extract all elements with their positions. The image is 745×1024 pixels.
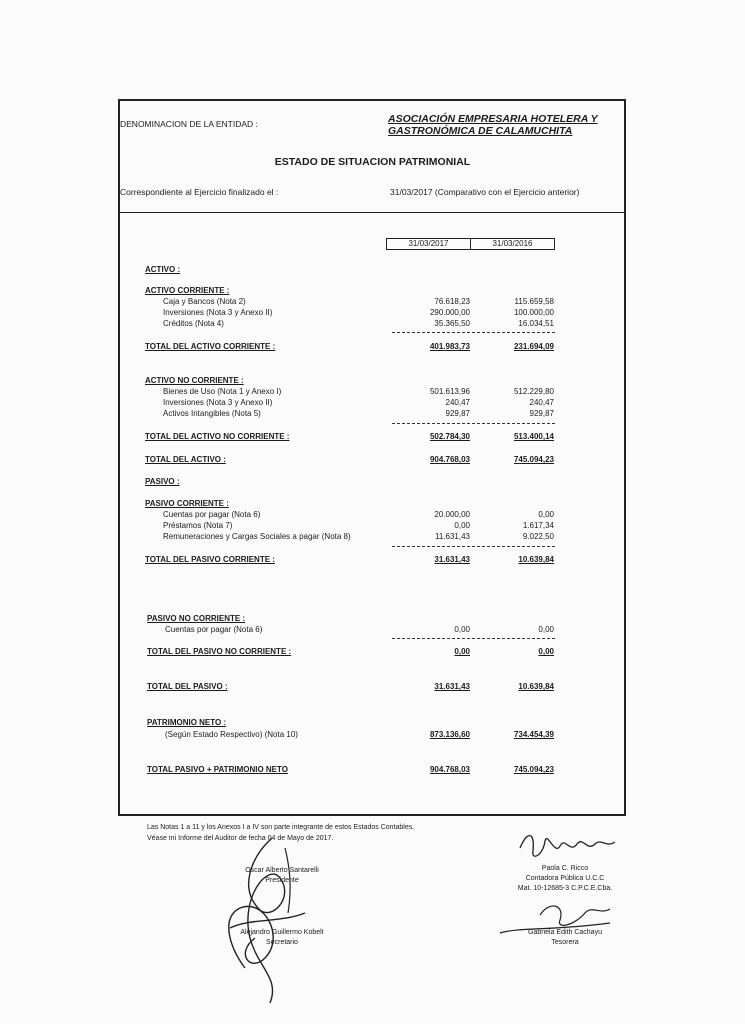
total-activo-corriente-2016: 231.694,09 — [513, 342, 554, 351]
pasivo-corriente-heading: PASIVO CORRIENTE : — [145, 499, 229, 508]
patrimonio-2016: 734.454,39 — [513, 730, 554, 739]
patrimonio-2017: 873.136,60 — [429, 730, 470, 739]
column-header-2017: 31/03/2017 — [387, 239, 471, 249]
entity-label: DENOMINACION DE LA ENTIDAD : — [120, 119, 258, 129]
pasivo-heading: PASIVO : — [145, 477, 180, 486]
row-value-2016: 1.617,34 — [522, 521, 554, 530]
total-pasivo-label: TOTAL DEL PASIVO : — [147, 682, 228, 691]
row-value-2017: 35.365,50 — [434, 319, 470, 328]
grand-total-2016: 745.094,23 — [513, 765, 554, 774]
entity-name — [388, 113, 618, 137]
row-label: Caja y Bancos (Nota 2) — [163, 297, 246, 306]
row-value-2016: 512.229,80 — [513, 387, 554, 396]
pasivo-no-corriente-heading: PASIVO NO CORRIENTE : — [147, 614, 246, 623]
row-value-2017: 76.618,23 — [434, 297, 470, 306]
row-value-2017: 11.631,43 — [435, 532, 470, 541]
contadora-matricula: Mat. 10-12685-3 C.P.C.E.Cba. — [517, 885, 613, 892]
subtotal-rule — [392, 546, 555, 547]
signature-tesorera-icon — [490, 895, 625, 945]
row-label: Inversiones (Nota 3 y Anexo II) — [163, 308, 273, 317]
subtotal-rule — [392, 638, 555, 639]
subtotal-rule — [392, 332, 555, 333]
column-header-2016: 31/03/2016 — [492, 239, 533, 248]
column-header-box — [386, 238, 555, 250]
signature-left-icon — [210, 828, 320, 1018]
row-label: Cuentas por pagar (Nota 6) — [163, 510, 261, 519]
total-pasivo-corriente-2017: 31.631,43 — [434, 555, 470, 564]
row-value-2016: 0,00 — [538, 510, 554, 519]
row-label: Créditos (Nota 4) — [163, 319, 224, 328]
entity-name-line2: GASTRONÓMICA DE CALAMUCHITA — [388, 125, 573, 137]
activo-heading: ACTIVO : — [145, 265, 181, 274]
row-value-2017: 0,00 — [454, 521, 470, 530]
row-value-2017: 929,87 — [445, 409, 470, 418]
total-pasivo-2017: 31.631,43 — [434, 682, 470, 691]
row-label: Préstamos (Nota 7) — [163, 521, 233, 530]
row-label: Remuneraciones y Cargas Sociales a pagar (Nota 8) — [163, 532, 351, 541]
total-pasivo-2016: 10.639,84 — [518, 682, 554, 691]
footer-note: Las Notas 1 a 11 y los Anexos I a IV son parte integrante de estos Estados Contables. — [147, 824, 415, 831]
row-value-2016: 9.022,50 — [522, 532, 554, 541]
secretario-role: Secretario — [266, 939, 298, 946]
activo-no-corriente-heading: ACTIVO NO CORRIENTE : — [145, 376, 244, 385]
activo-corriente-heading: ACTIVO CORRIENTE : — [145, 286, 230, 295]
total-pasivo-corriente-2016: 10.639,84 — [518, 555, 554, 564]
row-value-2016: 115.659,58 — [514, 297, 554, 306]
subtotal-rule — [392, 423, 555, 424]
total-activo-no-corriente-2016: 513.400,14 — [513, 432, 554, 441]
auditor-note: Véase mi Informe del Auditor de fecha 04 de Mayo de 2017. — [147, 835, 334, 842]
total-activo-corriente-label: TOTAL DEL ACTIVO CORRIENTE : — [145, 342, 276, 351]
row-value-2016: 16.034,51 — [518, 319, 554, 328]
total-activo-2016: 745.094,23 — [513, 455, 554, 464]
total-activo-no-corriente-label: TOTAL DEL ACTIVO NO CORRIENTE : — [145, 432, 290, 441]
total-pasivo-no-corriente-2017: 0,00 — [454, 647, 470, 656]
tesorera-name: Gabriela Edith Cachayu — [528, 929, 602, 936]
grand-total-2017: 904.768,03 — [429, 765, 470, 774]
patrimonio-heading: PATRIMONIO NETO : — [147, 718, 227, 727]
contadora-name: Paola C. Ricco — [541, 865, 589, 872]
presidente-name: Oscar Alberto Santarelli — [245, 867, 319, 874]
row-value-2016: 0,00 — [538, 625, 554, 634]
row-value-2017: 240,47 — [445, 398, 470, 407]
period-value: 31/03/2017 (Comparativo con el Ejercicio anterior) — [390, 187, 580, 197]
entity-name-line1: ASOCIACIÓN EMPRESARIA HOTELERA Y — [388, 113, 598, 125]
total-pasivo-corriente-label: TOTAL DEL PASIVO CORRIENTE : — [145, 555, 275, 564]
row-label: Activos Intangibles (Nota 5) — [163, 409, 261, 418]
row-value-2016: 100.000,00 — [513, 308, 554, 317]
contadora-title: Contadora Pública U.C.C — [525, 875, 605, 882]
total-activo-label: TOTAL DEL ACTIVO : — [145, 455, 226, 464]
period-label: Correspondiente al Ejercicio finalizado el : — [120, 187, 279, 197]
tesorera-role: Tesorera — [551, 939, 579, 946]
document-title: ESTADO DE SITUACION PATRIMONIAL — [274, 156, 471, 168]
row-value-2017: 0,00 — [454, 625, 470, 634]
row-value-2017: 20.000,00 — [434, 510, 470, 519]
row-value-2016: 929,87 — [529, 409, 554, 418]
row-label: Cuentas por pagar (Nota 6) — [165, 625, 263, 634]
patrimonio-row-label: (Según Estado Respectivo) (Nota 10) — [165, 730, 298, 739]
header-divider — [118, 212, 626, 213]
row-label: Inversiones (Nota 3 y Anexo II) — [163, 398, 273, 407]
total-pasivo-no-corriente-label: TOTAL DEL PASIVO NO CORRIENTE : — [147, 647, 292, 656]
row-value-2017: 290.000,00 — [429, 308, 470, 317]
total-activo-2017: 904.768,03 — [429, 455, 470, 464]
total-activo-no-corriente-2017: 502.784,30 — [429, 432, 470, 441]
signature-contadora-icon — [515, 826, 625, 866]
total-activo-corriente-2017: 401.983,73 — [429, 342, 470, 351]
presidente-role: Presidente — [265, 877, 299, 884]
secretario-name: Alejandro Guillermo Kobelt — [240, 929, 324, 936]
row-value-2017: 501.613,96 — [429, 387, 470, 396]
row-value-2016: 240,47 — [529, 398, 554, 407]
grand-total-label: TOTAL PASIVO + PATRIMONIO NETO — [147, 765, 288, 774]
row-label: Bienes de Uso (Nota 1 y Anexo I) — [163, 387, 282, 396]
total-pasivo-no-corriente-2016: 0,00 — [538, 647, 554, 656]
